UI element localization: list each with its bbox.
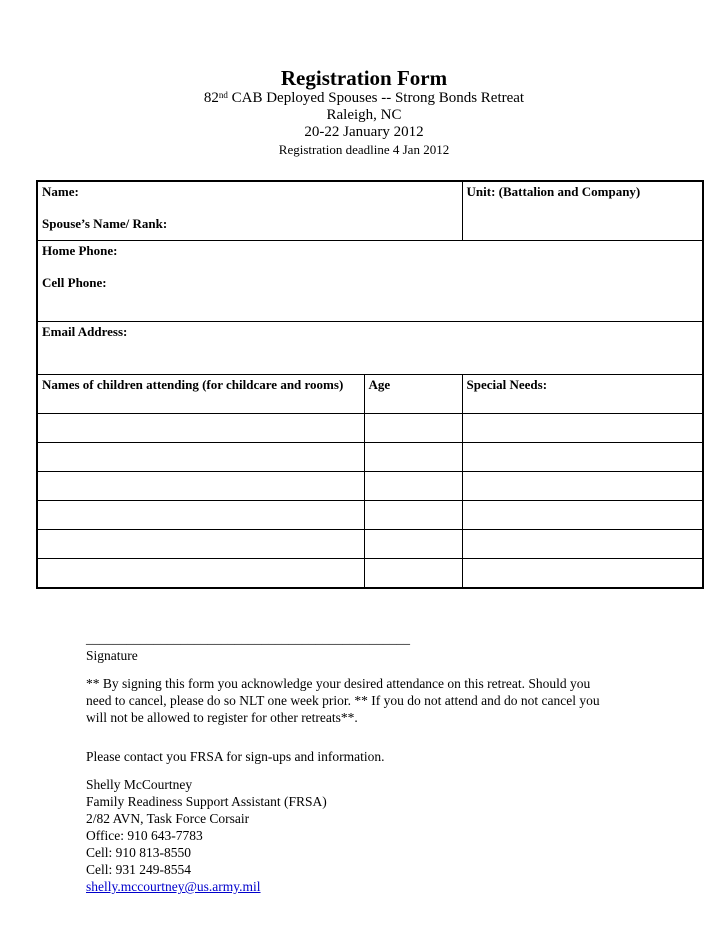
child-name-cell[interactable] — [37, 501, 364, 530]
unit-field[interactable] — [462, 181, 703, 241]
phone-field[interactable] — [37, 241, 703, 322]
page-title: Registration Form — [280, 66, 448, 90]
unit-number: 82 — [203, 90, 219, 106]
child-row — [37, 501, 703, 530]
child-needs-cell[interactable] — [462, 414, 703, 443]
spouse-label: Spouse’s Name/ Rank: — [42, 216, 168, 231]
child-row — [37, 559, 703, 589]
contact-unit: 2/82 AVN, Task Force Corsair — [86, 811, 250, 826]
event-line — [0, 90, 728, 107]
child-age-cell[interactable] — [364, 559, 462, 589]
name-label: Name: — [42, 184, 79, 199]
acknowledgement-line: need to cancel, please do so NLT one week prior. ** If you do not attend and do not cancel you — [86, 693, 600, 708]
child-age-cell[interactable] — [364, 472, 462, 501]
form-header — [0, 66, 728, 158]
child-age-cell[interactable] — [364, 443, 462, 472]
child-needs-cell[interactable] — [462, 501, 703, 530]
child-name-cell[interactable] — [37, 530, 364, 559]
child-age-cell[interactable] — [364, 501, 462, 530]
acknowledgement-text — [86, 675, 666, 726]
acknowledgement-line: ** By signing this form you acknowledge your desired attendance on this retreat. Should you — [86, 676, 591, 691]
age-header: Age — [364, 375, 462, 414]
email-label: Email Address: — [42, 324, 128, 339]
unit-label: Unit: (Battalion and Company) — [466, 184, 641, 199]
child-name-cell[interactable] — [37, 443, 364, 472]
name-row — [37, 181, 703, 241]
office-phone: Office: 910 643-7783 — [86, 828, 203, 843]
contact-title: Family Readiness Support Assistant (FRSA) — [86, 794, 327, 809]
signature-label: Signature — [86, 648, 138, 663]
child-row — [37, 414, 703, 443]
form-footer — [86, 630, 666, 895]
child-name-cell[interactable] — [37, 472, 364, 501]
phone-row — [37, 241, 703, 322]
child-needs-cell[interactable] — [462, 530, 703, 559]
child-needs-cell[interactable] — [462, 472, 703, 501]
event-name: CAB Deployed Spouses -- Strong Bonds Retreat — [227, 90, 525, 106]
child-row — [37, 530, 703, 559]
cell-phone-2: Cell: 931 249-8554 — [86, 862, 191, 877]
special-needs-header: Special Needs: — [462, 375, 703, 414]
signature-line[interactable]: ________________________________________________ — [86, 631, 410, 646]
email-row — [37, 322, 703, 375]
child-age-cell[interactable] — [364, 530, 462, 559]
registration-deadline: Registration deadline 4 Jan 2012 — [278, 142, 450, 157]
child-age-cell[interactable] — [364, 414, 462, 443]
child-needs-cell[interactable] — [462, 559, 703, 589]
child-row — [37, 443, 703, 472]
contact-email-link[interactable]: shelly.mccourtney@us.army.mil — [86, 879, 261, 894]
acknowledgement-line: will not be allowed to register for other retreats**. — [86, 710, 358, 725]
cell-phone-label: Cell Phone: — [42, 275, 107, 290]
registration-table — [36, 180, 704, 589]
email-field[interactable] — [37, 322, 703, 375]
children-header-row — [37, 375, 703, 414]
child-row — [37, 472, 703, 501]
home-phone-label: Home Phone: — [42, 243, 118, 258]
cell-phone-1: Cell: 910 813-8550 — [86, 845, 191, 860]
child-needs-cell[interactable] — [462, 443, 703, 472]
contact-name: Shelly McCourtney — [86, 777, 193, 792]
name-field[interactable] — [37, 181, 462, 241]
contact-info — [86, 776, 666, 895]
child-name-cell[interactable] — [37, 559, 364, 589]
ordinal-suffix: nd — [218, 90, 228, 100]
children-header: Names of children attending (for childcare and rooms) — [37, 375, 364, 414]
event-dates: 20-22 January 2012 — [304, 124, 424, 140]
child-name-cell[interactable] — [37, 414, 364, 443]
event-location: Raleigh, NC — [326, 107, 402, 123]
contact-note: Please contact you FRSA for sign-ups and information. — [86, 749, 385, 764]
